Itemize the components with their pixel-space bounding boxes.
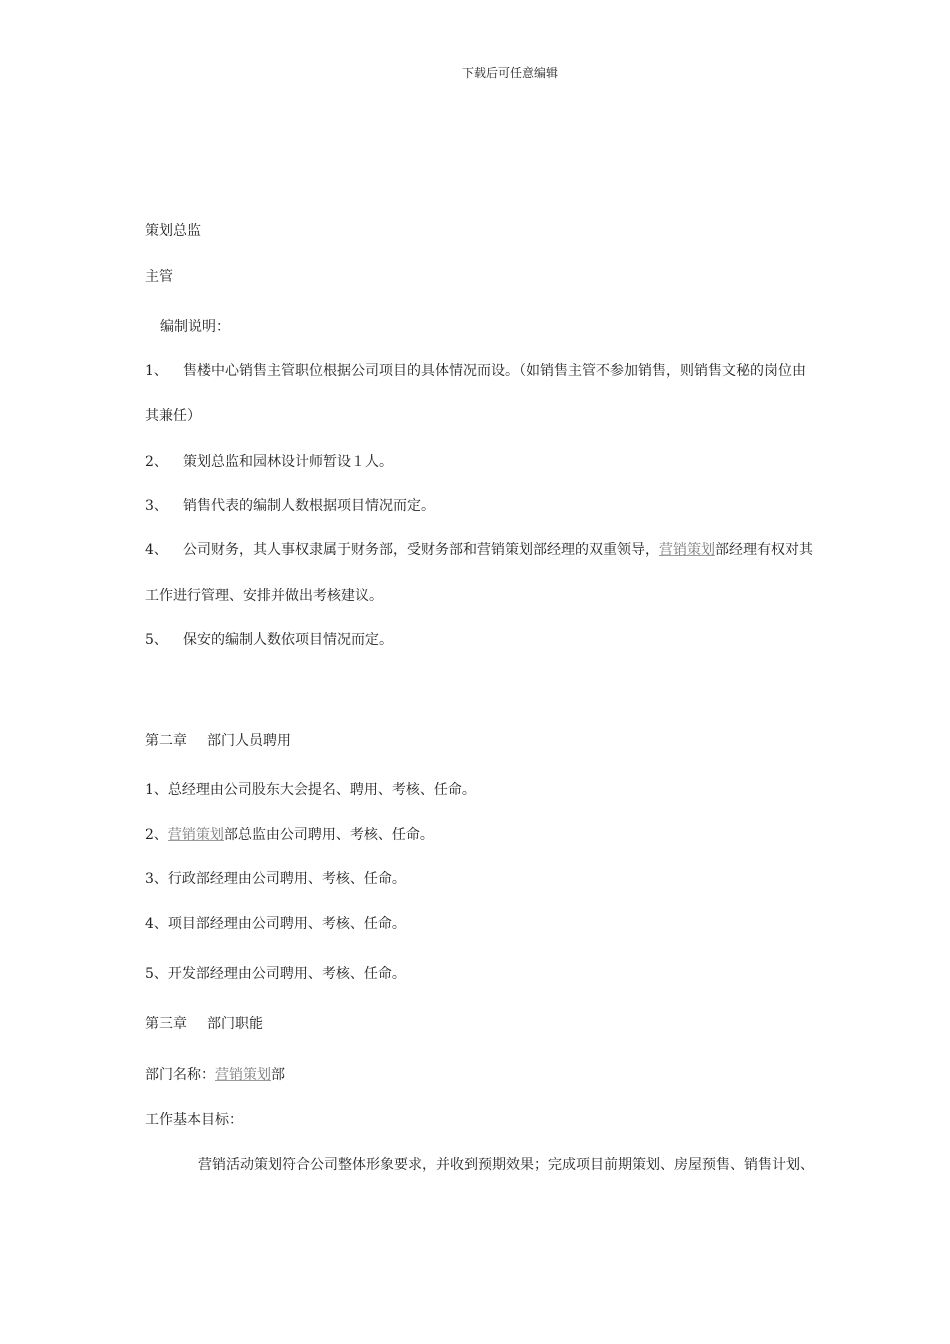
note-item-3 (145, 496, 435, 516)
marketing-planning-link[interactable]: 营销策划 (215, 1067, 271, 1083)
chapter-title: 部门人员聘用 (207, 733, 291, 749)
note-item-1-continuation: 其兼任） (145, 408, 201, 424)
work-goal-title: 工作基本目标： (145, 1112, 243, 1128)
department-name-label: 部门名称： (145, 1067, 215, 1083)
chapter-title: 部门职能 (207, 1016, 263, 1032)
work-goal-text: 营销活动策划符合公司整体形象要求，并收到预期效果；完成项目前期策划、房屋预售、销售计划、 (198, 1157, 814, 1173)
marketing-planning-link[interactable]: 营销策划 (167, 827, 224, 843)
department-name (145, 1065, 285, 1085)
note-item-1 (145, 361, 806, 381)
chapter-2-item-3: 3、行政部经理由公司聘用、考核、任命。 (145, 871, 406, 887)
page-header: 下载后可任意编辑 (461, 66, 558, 80)
note-text-tail: 部经理有权对其 (715, 542, 813, 558)
note-number: 3、 (145, 498, 168, 514)
note-item-5 (145, 630, 393, 650)
chapter-2-item-5: 5、开发部经理由公司聘用、考核、任命。 (145, 966, 406, 982)
chapter-2-item-2 (145, 825, 434, 845)
note-text: 策划总监和园林设计师暂设１人。 (183, 454, 393, 470)
note-item-4-continuation: 工作进行管理、安排并做出考核建议。 (145, 588, 383, 604)
chapter-2-item-1: 1、总经理由公司股东大会提名、聘用、考核、任命。 (145, 782, 476, 798)
department-name-suffix: 部 (271, 1067, 285, 1083)
chapter-label: 第三章 (145, 1016, 187, 1032)
note-text: 售楼中心销售主管职位根据公司项目的具体情况而设。（如销售主管不参加销售，则销售文秘的岗位由 (183, 363, 806, 379)
chapter-3-heading (145, 1014, 263, 1034)
note-item-4 (145, 540, 813, 560)
notes-title: 编制说明： (160, 319, 230, 335)
org-supervisor: 主管 (145, 269, 173, 285)
chapter-2-item-4: 4、项目部经理由公司聘用、考核、任命。 (145, 916, 406, 932)
chapter-2-heading (145, 731, 291, 751)
marketing-planning-link[interactable]: 营销策划 (659, 542, 715, 558)
note-text: 保安的编制人数依项目情况而定。 (183, 632, 393, 648)
item-number: 2、 (145, 827, 168, 843)
note-number: 2、 (145, 454, 168, 470)
chapter-label: 第二章 (145, 733, 187, 749)
note-item-2 (145, 452, 393, 472)
note-number: 1、 (145, 363, 168, 379)
note-text: 公司财务，其人事权隶属于财务部，受财务部和营销策划部经理的双重领导， (183, 542, 659, 558)
note-number: 4、 (145, 542, 168, 558)
note-text: 销售代表的编制人数根据项目情况而定。 (183, 498, 435, 514)
org-director: 策划总监 (145, 223, 201, 239)
item-text: 部总监由公司聘用、考核、任命。 (223, 827, 434, 843)
note-number: 5、 (145, 632, 168, 648)
